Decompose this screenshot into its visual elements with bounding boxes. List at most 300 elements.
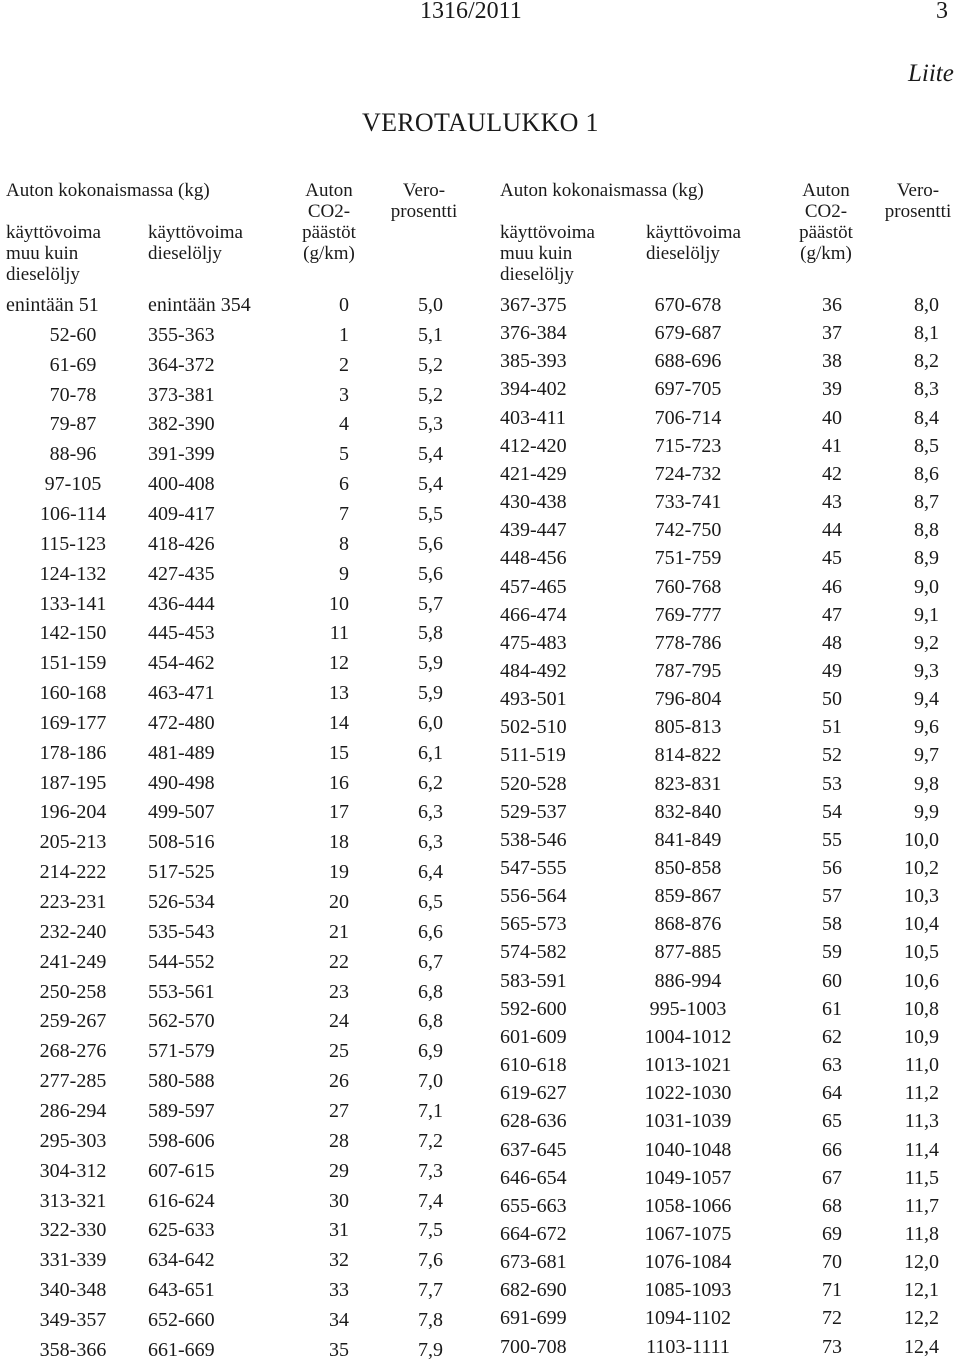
cell-diesel-mass: 1013-1021	[644, 1054, 732, 1077]
cell-non-diesel-mass: 592-600	[500, 997, 567, 1020]
cell-diesel-mass: 391-399	[148, 443, 215, 466]
table-row	[0, 1307, 960, 1331]
col-non-diesel-header: käyttövoima muu kuin dieselöljy	[6, 222, 101, 285]
table-row	[0, 660, 960, 684]
cell-co2: 19	[329, 861, 349, 884]
cell-tax-rate: 9,3	[914, 659, 939, 682]
cell-tax-rate: 12,1	[904, 1279, 939, 1302]
cell-tax-rate: 8,3	[914, 378, 939, 401]
cell-co2: 71	[822, 1279, 842, 1302]
cell-tax-rate: 8,1	[914, 322, 939, 345]
table-row	[0, 604, 960, 628]
cell-non-diesel-mass: 673-681	[500, 1251, 567, 1274]
cell-co2: 27	[329, 1099, 349, 1122]
cell-non-diesel-mass: 151-159	[39, 652, 107, 675]
document-number: 1316/2011	[420, 0, 522, 24]
cell-co2: 21	[329, 920, 349, 943]
cell-non-diesel-mass: enintään 51	[6, 294, 99, 316]
cell-co2: 4	[339, 413, 349, 436]
cell-co2: 23	[329, 980, 349, 1003]
cell-tax-rate: 12,2	[904, 1307, 939, 1330]
cell-diesel-mass: 1031-1039	[644, 1110, 732, 1133]
cell-tax-rate: 10,2	[904, 857, 939, 879]
cell-non-diesel-mass: 304-312	[39, 1159, 107, 1182]
table-row	[0, 741, 960, 768]
cell-diesel-mass: 571-579	[148, 1040, 215, 1063]
cell-tax-rate: 6,9	[418, 1040, 443, 1063]
cell-co2: 25	[329, 1040, 349, 1063]
cell-co2: 31	[329, 1219, 349, 1242]
cell-tax-rate: 11,8	[904, 1222, 939, 1245]
cell-tax-rate: 8,8	[914, 519, 939, 542]
cell-diesel-mass: 796-804	[654, 688, 722, 711]
cell-co2: 67	[822, 1166, 842, 1189]
table-row	[0, 491, 960, 515]
cell-diesel-mass: 670-678	[654, 294, 722, 316]
table-row	[0, 688, 960, 712]
cell-non-diesel-mass: 394-402	[500, 378, 567, 401]
cell-non-diesel-mass: 484-492	[500, 659, 567, 682]
cell-co2: 50	[822, 688, 842, 711]
cell-tax-rate: 6,1	[418, 741, 443, 764]
cell-tax-rate: 5,9	[418, 652, 443, 675]
cell-diesel-mass: 634-642	[148, 1249, 215, 1272]
cell-diesel-mass: 859-867	[654, 885, 722, 908]
cell-non-diesel-mass: 115-123	[40, 532, 106, 555]
cell-diesel-mass: 481-489	[148, 741, 215, 764]
cell-non-diesel-mass: 403-411	[500, 406, 566, 429]
table-row	[0, 998, 960, 1022]
cell-diesel-mass: 688-696	[654, 350, 722, 373]
cell-co2: 48	[822, 631, 842, 654]
cell-non-diesel-mass: 214-222	[39, 861, 107, 884]
cell-diesel-mass: 400-408	[148, 473, 215, 496]
cell-co2: 45	[822, 547, 842, 570]
cell-co2: 20	[329, 891, 349, 913]
cell-tax-rate: 5,0	[418, 294, 443, 316]
cell-tax-rate: 5,4	[418, 473, 443, 496]
cell-co2: 5	[339, 443, 349, 466]
cell-diesel-mass: 373-381	[148, 383, 215, 406]
cell-diesel-mass: 787-795	[654, 659, 722, 682]
cell-tax-rate: 10,3	[904, 885, 939, 908]
cell-diesel-mass: enintään 354	[148, 294, 251, 316]
cell-tax-rate: 7,2	[418, 1129, 443, 1152]
cell-non-diesel-mass: 610-618	[500, 1054, 567, 1077]
cell-diesel-mass: 679-687	[654, 322, 722, 345]
cell-non-diesel-mass: 412-420	[500, 434, 567, 457]
cell-diesel-mass: 1004-1012	[644, 1025, 732, 1048]
cell-non-diesel-mass: 466-474	[500, 603, 567, 626]
cell-non-diesel-mass: 421-429	[500, 462, 567, 485]
table-row	[0, 519, 960, 543]
cell-co2: 60	[822, 969, 842, 992]
table-row	[0, 801, 960, 825]
table-row	[0, 407, 960, 431]
cell-non-diesel-mass: 547-555	[500, 857, 567, 879]
cell-non-diesel-mass: 133-141	[39, 592, 107, 615]
cell-non-diesel-mass: 574-582	[500, 941, 567, 964]
cell-diesel-mass: 499-507	[148, 801, 215, 824]
cell-non-diesel-mass: 646-654	[500, 1166, 567, 1189]
cell-diesel-mass: 517-525	[148, 861, 215, 884]
cell-tax-rate: 5,3	[418, 413, 443, 436]
cell-non-diesel-mass: 439-447	[500, 519, 567, 542]
cell-co2: 56	[822, 857, 842, 879]
cell-non-diesel-mass: 637-645	[500, 1138, 567, 1161]
table-row	[0, 773, 960, 797]
table-row	[0, 1223, 960, 1247]
cell-diesel-mass: 751-759	[654, 547, 722, 570]
cell-non-diesel-mass: 664-672	[500, 1222, 567, 1245]
cell-co2: 32	[329, 1249, 349, 1272]
cell-co2: 61	[822, 997, 842, 1020]
cell-co2: 12	[329, 652, 349, 675]
table-row	[0, 378, 960, 402]
cell-tax-rate: 11,7	[904, 1194, 939, 1217]
table-row	[0, 576, 960, 600]
cell-non-diesel-mass: 529-537	[500, 800, 567, 823]
cell-non-diesel-mass: 52-60	[49, 323, 97, 346]
cell-diesel-mass: 562-570	[148, 1010, 215, 1033]
cell-non-diesel-mass: 691-699	[500, 1307, 567, 1330]
cell-diesel-mass: 580-588	[148, 1070, 215, 1093]
cell-co2: 15	[329, 741, 349, 764]
cell-diesel-mass: 1085-1093	[644, 1279, 732, 1302]
table-row	[0, 857, 960, 884]
table-row	[0, 1082, 960, 1106]
table-row	[0, 885, 960, 909]
cell-tax-rate: 7,9	[418, 1338, 443, 1361]
cell-co2: 62	[822, 1025, 842, 1048]
cell-co2: 43	[822, 491, 842, 514]
cell-co2: 66	[822, 1138, 842, 1161]
cell-tax-rate: 5,4	[418, 443, 443, 466]
cell-co2: 37	[822, 322, 842, 345]
table-row	[0, 350, 960, 374]
table-row	[0, 970, 960, 994]
cell-tax-rate: 9,7	[914, 744, 939, 767]
cell-diesel-mass: 778-786	[654, 631, 722, 654]
cell-non-diesel-mass: 511-519	[500, 744, 566, 767]
cell-diesel-mass: 760-768	[654, 575, 722, 598]
cell-non-diesel-mass: 223-231	[39, 891, 107, 913]
cell-diesel-mass: 472-480	[148, 711, 215, 734]
cell-diesel-mass: 841-849	[654, 828, 722, 851]
cell-non-diesel-mass: 493-501	[500, 688, 567, 711]
table-row	[0, 1026, 960, 1050]
cell-co2: 11	[329, 622, 349, 645]
cell-non-diesel-mass: 385-393	[500, 350, 567, 373]
cell-non-diesel-mass: 187-195	[39, 771, 107, 794]
cell-non-diesel-mass: 142-150	[39, 622, 107, 645]
cell-tax-rate: 7,5	[418, 1219, 443, 1242]
cell-tax-rate: 7,3	[418, 1159, 443, 1182]
cell-diesel-mass: 995-1003	[649, 997, 727, 1020]
cell-diesel-mass: 526-534	[148, 891, 215, 913]
cell-tax-rate: 5,6	[418, 562, 443, 585]
table-title: VEROTAULUKKO 1	[362, 108, 599, 137]
cell-non-diesel-mass: 583-591	[500, 969, 567, 992]
cell-tax-rate: 11,0	[904, 1054, 939, 1077]
cell-co2: 30	[329, 1189, 349, 1212]
cell-non-diesel-mass: 475-483	[500, 631, 567, 654]
cell-tax-rate: 7,4	[418, 1189, 443, 1212]
cell-non-diesel-mass: 340-348	[39, 1279, 107, 1302]
cell-co2: 24	[329, 1010, 349, 1033]
cell-diesel-mass: 616-624	[148, 1189, 215, 1212]
cell-diesel-mass: 1049-1057	[644, 1166, 732, 1189]
cell-tax-rate: 9,1	[914, 603, 939, 626]
cell-tax-rate: 5,6	[418, 532, 443, 555]
cell-non-diesel-mass: 358-366	[39, 1338, 107, 1361]
cell-diesel-mass: 1022-1030	[644, 1082, 732, 1105]
table-row	[0, 1336, 960, 1360]
cell-diesel-mass: 886-994	[654, 969, 722, 992]
cell-co2: 73	[822, 1335, 842, 1358]
cell-co2: 16	[329, 771, 349, 794]
table-row	[0, 1279, 960, 1303]
table-row	[0, 829, 960, 853]
cell-tax-rate: 6,3	[418, 801, 443, 824]
cell-tax-rate: 6,8	[418, 1010, 443, 1033]
cell-tax-rate: 10,5	[904, 941, 939, 964]
cell-tax-rate: 5,9	[418, 682, 443, 705]
cell-tax-rate: 8,9	[914, 547, 939, 570]
cell-diesel-mass: 445-453	[148, 622, 215, 645]
cell-co2: 70	[822, 1251, 842, 1274]
cell-non-diesel-mass: 232-240	[39, 920, 107, 943]
cell-diesel-mass: 661-669	[148, 1338, 215, 1361]
cell-tax-rate: 6,8	[418, 980, 443, 1003]
col-co2-header: Auton CO2- päästöt (g/km)	[302, 180, 356, 264]
table-row	[0, 1195, 960, 1219]
cell-co2: 72	[822, 1307, 842, 1330]
cell-non-diesel-mass: 331-339	[39, 1249, 107, 1272]
cell-co2: 42	[822, 462, 842, 485]
cell-tax-rate: 9,8	[914, 772, 939, 795]
cell-tax-rate: 5,2	[418, 383, 443, 406]
cell-tax-rate: 9,4	[914, 688, 939, 711]
cell-co2: 22	[329, 950, 349, 973]
cell-co2: 6	[339, 473, 349, 496]
cell-diesel-mass: 598-606	[148, 1129, 215, 1152]
cell-co2: 29	[329, 1159, 349, 1182]
cell-diesel-mass: 742-750	[654, 519, 722, 542]
cell-tax-rate: 9,9	[914, 800, 939, 823]
cell-tax-rate: 9,6	[914, 716, 939, 739]
cell-diesel-mass: 1040-1048	[644, 1138, 732, 1161]
cell-tax-rate: 10,8	[904, 997, 939, 1020]
cell-co2: 51	[822, 716, 842, 739]
cell-diesel-mass: 832-840	[654, 800, 722, 823]
cell-non-diesel-mass: 124-132	[39, 562, 107, 585]
cell-non-diesel-mass: 655-663	[500, 1194, 567, 1217]
cell-non-diesel-mass: 430-438	[500, 491, 567, 514]
cell-non-diesel-mass: 619-627	[500, 1082, 567, 1105]
cell-tax-rate: 8,2	[914, 350, 939, 373]
table-row	[0, 716, 960, 740]
cell-co2: 26	[329, 1070, 349, 1093]
cell-non-diesel-mass: 61-69	[49, 353, 97, 376]
cell-non-diesel-mass: 205-213	[39, 831, 107, 854]
col-non-diesel-header-right: käyttövoima muu kuin dieselöljy	[500, 222, 595, 285]
cell-non-diesel-mass: 169-177	[39, 711, 107, 734]
cell-tax-rate: 8,6	[914, 462, 939, 485]
cell-non-diesel-mass: 259-267	[39, 1010, 107, 1033]
cell-tax-rate: 11,5	[904, 1166, 939, 1189]
table-row	[0, 435, 960, 459]
cell-tax-rate: 7,6	[418, 1249, 443, 1272]
cell-co2: 2	[339, 353, 349, 376]
cell-non-diesel-mass: 565-573	[500, 913, 567, 936]
cell-diesel-mass: 589-597	[148, 1099, 215, 1122]
mass-group-header: Auton kokonaismassa (kg)	[6, 180, 210, 201]
cell-co2: 17	[329, 801, 349, 824]
cell-diesel-mass: 1103-1111	[646, 1335, 730, 1358]
cell-tax-rate: 11,4	[904, 1138, 939, 1161]
table-row	[0, 941, 960, 965]
cell-co2: 3	[339, 383, 349, 406]
cell-diesel-mass: 814-822	[654, 744, 722, 767]
cell-diesel-mass: 1058-1066	[644, 1194, 732, 1217]
cell-non-diesel-mass: 313-321	[39, 1189, 107, 1212]
cell-co2: 18	[329, 831, 349, 854]
cell-co2: 34	[329, 1308, 349, 1331]
table-row	[0, 1139, 960, 1163]
cell-diesel-mass: 697-705	[654, 378, 722, 401]
cell-diesel-mass: 706-714	[654, 406, 722, 429]
cell-non-diesel-mass: 250-258	[39, 980, 107, 1003]
table-row	[0, 913, 960, 937]
cell-diesel-mass: 508-516	[148, 831, 215, 854]
cell-tax-rate: 6,6	[418, 920, 443, 943]
page-number: 3	[936, 0, 948, 24]
cell-tax-rate: 5,7	[418, 592, 443, 615]
cell-co2: 69	[822, 1222, 842, 1245]
table-row	[0, 1251, 960, 1275]
cell-diesel-mass: 544-552	[148, 950, 215, 973]
cell-co2: 65	[822, 1110, 842, 1133]
cell-diesel-mass: 382-390	[148, 413, 215, 436]
cell-diesel-mass: 823-831	[654, 772, 722, 795]
cell-non-diesel-mass: 628-636	[500, 1110, 567, 1133]
cell-non-diesel-mass: 376-384	[500, 322, 567, 345]
cell-non-diesel-mass: 502-510	[500, 716, 567, 739]
cell-tax-rate: 6,5	[418, 891, 443, 913]
cell-co2: 33	[329, 1279, 349, 1302]
cell-tax-rate: 8,7	[914, 491, 939, 514]
cell-tax-rate: 5,1	[418, 323, 443, 346]
mass-group-header-right: Auton kokonaismassa (kg)	[500, 180, 704, 201]
cell-diesel-mass: 715-723	[654, 434, 722, 457]
cell-diesel-mass: 355-363	[148, 323, 215, 346]
cell-co2: 53	[822, 772, 842, 795]
cell-co2: 7	[339, 502, 349, 525]
cell-co2: 68	[822, 1194, 842, 1217]
cell-co2: 59	[822, 941, 842, 964]
cell-tax-rate: 10,4	[904, 913, 939, 936]
cell-tax-rate: 8,5	[914, 434, 939, 457]
table-row	[0, 294, 960, 318]
cell-tax-rate: 11,2	[904, 1082, 939, 1105]
cell-non-diesel-mass: 322-330	[39, 1219, 107, 1242]
cell-co2: 54	[822, 800, 842, 823]
cell-tax-rate: 7,0	[418, 1070, 443, 1093]
cell-non-diesel-mass: 682-690	[500, 1279, 567, 1302]
cell-co2: 14	[329, 711, 349, 734]
cell-co2: 39	[822, 378, 842, 401]
cell-diesel-mass: 1094-1102	[645, 1307, 731, 1330]
col-taxrate-header: Vero- prosentti	[390, 180, 458, 222]
cell-diesel-mass: 733-741	[654, 491, 722, 514]
cell-diesel-mass: 607-615	[148, 1159, 215, 1182]
table-row	[0, 632, 960, 656]
cell-non-diesel-mass: 97-105	[44, 473, 102, 496]
cell-co2: 13	[329, 682, 349, 705]
cell-tax-rate: 6,0	[418, 711, 443, 734]
cell-diesel-mass: 409-417	[148, 502, 215, 525]
table-row	[0, 1054, 960, 1078]
col-taxrate-header-right: Vero- prosentti	[884, 180, 952, 222]
cell-non-diesel-mass: 556-564	[500, 885, 567, 908]
cell-tax-rate: 11,3	[904, 1110, 939, 1133]
cell-tax-rate: 6,7	[418, 950, 443, 973]
cell-non-diesel-mass: 601-609	[500, 1025, 567, 1048]
cell-co2: 46	[822, 575, 842, 598]
cell-non-diesel-mass: 295-303	[39, 1129, 107, 1152]
cell-tax-rate: 6,3	[418, 831, 443, 854]
cell-tax-rate: 6,4	[418, 861, 443, 884]
cell-diesel-mass: 769-777	[654, 603, 722, 626]
cell-non-diesel-mass: 160-168	[39, 682, 107, 705]
cell-co2: 36	[822, 294, 842, 316]
cell-tax-rate: 12,0	[904, 1251, 939, 1274]
table-row	[0, 547, 960, 571]
cell-non-diesel-mass: 448-456	[500, 547, 567, 570]
cell-non-diesel-mass: 268-276	[39, 1040, 107, 1063]
cell-co2: 1	[339, 323, 349, 346]
annex-label: Liite	[908, 60, 954, 87]
cell-diesel-mass: 652-660	[148, 1308, 215, 1331]
cell-tax-rate: 10,6	[904, 969, 939, 992]
cell-co2: 38	[822, 350, 842, 373]
cell-co2: 8	[339, 532, 349, 555]
cell-non-diesel-mass: 538-546	[500, 828, 567, 851]
cell-non-diesel-mass: 457-465	[500, 575, 567, 598]
cell-diesel-mass: 418-426	[148, 532, 215, 555]
cell-diesel-mass: 427-435	[148, 562, 215, 585]
cell-diesel-mass: 625-633	[148, 1219, 215, 1242]
cell-diesel-mass: 1076-1084	[644, 1251, 732, 1274]
cell-non-diesel-mass: 196-204	[39, 801, 107, 824]
col-diesel-header: käyttövoima dieselöljy	[148, 222, 243, 264]
cell-non-diesel-mass: 367-375	[500, 294, 567, 316]
cell-co2: 9	[339, 562, 349, 585]
cell-non-diesel-mass: 700-708	[500, 1335, 567, 1358]
cell-non-diesel-mass: 70-78	[49, 383, 97, 406]
cell-diesel-mass: 454-462	[148, 652, 215, 675]
cell-co2: 0	[339, 294, 349, 316]
cell-tax-rate: 10,9	[904, 1025, 939, 1048]
col-diesel-header-right: käyttövoima dieselöljy	[646, 222, 741, 264]
cell-tax-rate: 5,8	[418, 622, 443, 645]
cell-non-diesel-mass: 241-249	[39, 950, 107, 973]
cell-co2: 44	[822, 519, 842, 542]
cell-diesel-mass: 877-885	[654, 941, 722, 964]
cell-tax-rate: 5,2	[418, 353, 443, 376]
cell-tax-rate: 8,4	[914, 406, 939, 429]
